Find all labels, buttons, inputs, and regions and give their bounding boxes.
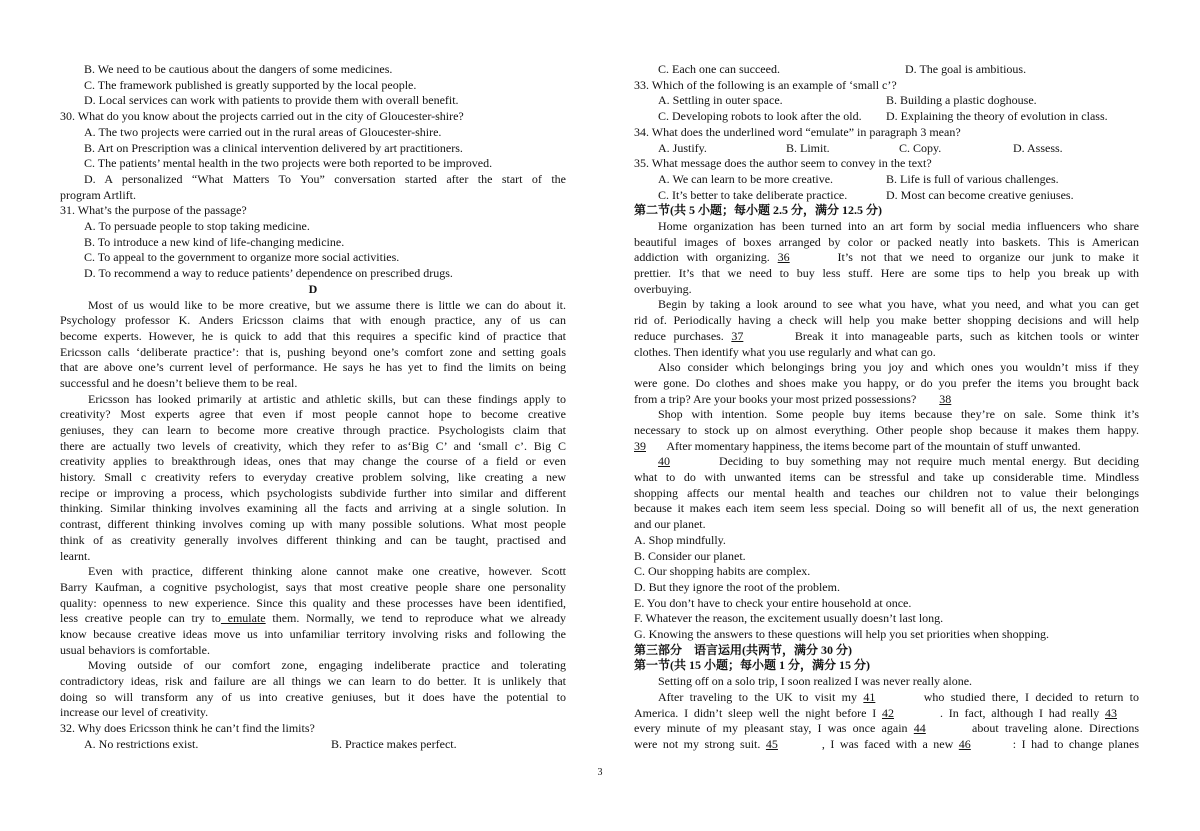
text-line: what to do with unwanted items can be stressful and take up considerable time. Mindless	[634, 470, 1139, 485]
passage-7-paragraph-1	[634, 219, 1139, 297]
text-line: Shop with intention. Some people buy items because they’re on sale. Some think it’s	[658, 407, 1139, 422]
q30-option-b: B. Art on Prescription was a clinical intervention delivered by art practitioners.	[84, 140, 463, 155]
text-line	[634, 706, 1139, 722]
text-line: Setting off on a solo trip, I soon realized I was never really alone.	[658, 674, 973, 689]
text-line: Most of us would like to be more creative, but we assume there is little we can do about it.	[88, 297, 566, 312]
q33-option-c: C. Developing robots to look after the old.	[658, 109, 862, 124]
text-line	[60, 611, 566, 627]
text-line: contradictory ideas, risk and failure are all things we can learn to do better. It is unlikely that	[60, 674, 566, 689]
text-line	[634, 439, 1139, 455]
passage-7-paragraph-3	[634, 360, 1139, 407]
text-span: . In fact, although I had really	[939, 705, 1100, 720]
page-number: 3	[597, 767, 603, 778]
q32-stem: 32. Why does Ericsson think he can’t find the limits?	[60, 721, 315, 736]
text-span: After momentary happiness, the items become part of the mountain of stuff unwanted.	[666, 438, 1081, 453]
text-line: overbuying.	[634, 281, 692, 296]
q32-options-row	[60, 737, 566, 753]
q33-option-b: B. Building a plastic doghouse.	[886, 93, 1037, 108]
text-line: because it makes each item seem less special. Doing so will benefit all of us, the next generation	[634, 501, 1139, 516]
text-line: recipe or improving a process, which psychologists subdivide further into similar and different	[60, 485, 566, 500]
text-line: Moving outside of our comfort zone, engaging indeliberate practice and tolerating	[88, 658, 566, 673]
text-line: know because creative ideas move us into unfamiliar territory involving risks and following the	[60, 627, 566, 641]
text-line	[634, 721, 1139, 737]
text-line: become experts. However, he is quick to add that this requires a specific kind of practice that	[60, 328, 566, 343]
text-line: Also consider which belongings bring you joy and which ones you wouldn’t miss if they	[658, 360, 1139, 375]
blank-43[interactable]: 43	[1105, 705, 1117, 720]
blank-41[interactable]: 41	[863, 689, 876, 704]
blank-38[interactable]: 38	[939, 391, 952, 406]
text-line	[634, 690, 1139, 706]
text-line: were gone. Do clothes and shoes make you happy, or do you prefer the items you brought back	[634, 375, 1139, 390]
blank-44[interactable]: 44	[913, 721, 926, 736]
text-span: It’s not that we need to organize our junk to make it	[837, 250, 1139, 265]
q31-stem: 31. What’s the purpose of the passage?	[60, 203, 247, 218]
q30-option-c: C. The patients’ mental health in the two projects were both reported to be improved.	[84, 156, 493, 171]
passage-7-paragraph-4	[634, 407, 1139, 454]
passage-7-paragraph-2	[634, 297, 1139, 360]
text-line: that are above one’s current level of performance. He says he has yet to find the limits on being	[60, 360, 566, 375]
text-line: learnt.	[60, 548, 91, 563]
paragraph-1	[60, 298, 566, 392]
text-line: Even with practice, different thinking alone cannot make one creative, however. Scott	[88, 564, 566, 579]
blank-37[interactable]: 37	[731, 328, 744, 343]
text-line: beautiful images of boxes arranged by color or packed neatly into baskets. This is American	[634, 234, 1139, 249]
text-line: usual behaviors is comfortable.	[60, 642, 210, 657]
q33-option-d: D. Explaining the theory of evolution in class.	[886, 109, 1108, 124]
text-span: about traveling alone. Directions	[972, 721, 1139, 736]
option-b: B. Consider our planet.	[634, 548, 746, 563]
text-line: history. Small c creativity refers to everyday creative problem solving, like creating a new	[60, 470, 566, 485]
text-line: doing so will transform any of us into creative geniuses, but it does have the potential to	[60, 689, 566, 704]
blank-39[interactable]: 39	[634, 438, 646, 453]
text-line: Ericsson has looked primarily at artistic and athletic skills, but can these findings apply to	[88, 391, 566, 406]
q33-stem: 33. Which of the following is an example of ‘small c’?	[634, 77, 897, 92]
text-line: contrast, different thinking involves coming up with many possible solutions. What most people	[60, 517, 566, 532]
q34-option-d: D. Assess.	[1013, 140, 1063, 155]
q34-options-row	[634, 141, 1139, 157]
text-line: Psychology professor K. Anders Ericsson claims that with enough practice, any of us can	[60, 313, 566, 328]
text-span: After traveling to the UK to visit my	[658, 689, 857, 704]
option-a: A. Shop mindfully.	[634, 532, 726, 547]
q35-option-d: D. Most can become creative geniuses.	[886, 187, 1074, 202]
passage-7-paragraph-5	[634, 454, 1139, 532]
q34-option-c: C. Copy.	[899, 140, 942, 155]
text-span: who studied there, I decided to return to	[923, 689, 1139, 704]
text-line: shopping affects our mental health and teaches our children not to value their belongings	[634, 485, 1139, 500]
section-1-heading: 第一节(共 15 小题；每小题 1 分，满分 15 分)	[634, 658, 870, 673]
text-line: rid of. Periodically having a check will help you make better shopping decisions and will help	[634, 313, 1139, 328]
q35-options-row-2	[634, 188, 1139, 204]
q34-stem: 34. What does the underlined word “emulate” in paragraph 3 mean?	[634, 124, 961, 139]
text-span: , I was faced with a new	[821, 736, 954, 751]
blank-36[interactable]: 36	[777, 250, 790, 265]
text-span: were not my strong suit.	[634, 736, 761, 751]
text-line: and our planet.	[634, 517, 706, 532]
q32-option-c: C. Each one can succeed.	[658, 62, 780, 76]
paragraph-3	[60, 564, 566, 658]
seven-choice-options	[634, 533, 1139, 643]
q31-option-b: B. To introduce a new kind of life-changing medicine.	[84, 234, 345, 249]
q29-option-b: B. We need to be cautious about the dangers of some medicines.	[84, 62, 393, 76]
q34-option-a: A. Justify.	[658, 140, 707, 155]
q31-option-a: A. To persuade people to stop taking medicine.	[84, 219, 310, 234]
passage-heading: D	[308, 281, 318, 296]
blank-45[interactable]: 45	[765, 736, 778, 751]
text-line	[634, 454, 1139, 470]
q32-option-b: B. Practice makes perfect.	[331, 736, 457, 751]
text-span: every minute of my pleasant stay, I was once again	[634, 721, 908, 736]
text-span: America. I didn’t sleep well the night before I	[634, 705, 877, 720]
paragraph-2	[60, 392, 566, 565]
q33-options-row-1	[634, 93, 1139, 109]
q35-option-b: B. Life is full of various challenges.	[886, 171, 1059, 186]
text-line: successful and he doesn’t believe them to be real.	[60, 375, 298, 390]
paragraph-4	[60, 658, 566, 721]
part-3-heading: 第三部分 语言运用(共两节，满分 30 分)	[634, 642, 852, 657]
q32-option-d: D. The goal is ambitious.	[905, 62, 1027, 76]
text-span: addiction with organizing.	[634, 250, 770, 265]
q32-options-row-2	[634, 62, 1139, 78]
text-line: increase our level of creativity.	[60, 705, 209, 720]
text-line: clothes. Then identify what you use regularly and what can go.	[634, 344, 936, 359]
q35-stem: 35. What message does the author seem to convey in the text?	[634, 156, 932, 171]
q35-option-c: C. It’s better to take deliberate practice.	[658, 187, 848, 202]
text-line: prettier. It’s that we need to buy less stuff. Here are some tips to help you break up with	[634, 266, 1139, 281]
text-line: geniuses, they can learn to become more creative through practice. Psychologists claim that	[60, 423, 566, 438]
text-line: thinking. Similar thinking involves examining all the facts and arriving at a single solution. In	[60, 501, 566, 516]
text-span: them. Normally, we tend to reproduce what we already	[265, 611, 566, 626]
q33-options-row-2	[634, 109, 1139, 125]
text-span: Deciding to buy something may not require much mental energy. But deciding	[718, 454, 1139, 469]
left-column	[60, 62, 566, 753]
q33-option-a: A. Settling in outer space.	[658, 93, 783, 108]
text-line	[634, 392, 1139, 408]
blank-40[interactable]: 40	[658, 454, 670, 469]
text-line: Barry Kaufman, a cognitive psychologist, says that most creative people share one personality	[60, 579, 566, 594]
option-f: F. Whatever the reason, the excitement usually doesn’t last long.	[634, 611, 944, 626]
q35-option-a: A. We can learn to be more creative.	[658, 171, 834, 186]
text-line: creativity applies to breakthrough ideas, ones that may change the course of a field or even	[60, 454, 566, 469]
q31-option-d: D. To recommend a way to reduce patients’ dependence on prescribed drugs.	[84, 266, 453, 281]
text-line	[634, 250, 1139, 266]
text-span: from a trip? Are your books your most prized possessions?	[634, 391, 917, 406]
text-line	[634, 737, 1139, 753]
option-e: E. You don’t have to check your entire household at once.	[634, 595, 912, 610]
text-line: creativity? Most experts agree that even if most people cannot hope to become creative	[60, 407, 566, 422]
text-span: Break it into manageable parts, such as kitchen tools or winter	[794, 328, 1139, 343]
text-line: think of as creativity generally involves different thinking and can be taught, practised and	[60, 532, 566, 547]
q32-option-a: A. No restrictions exist.	[84, 736, 199, 751]
text-line: Home organization has been turned into an art form by social media influencers who share	[658, 219, 1139, 234]
cloze-passage	[634, 674, 1139, 752]
underlined-word-emulate: emulate	[220, 611, 266, 626]
text-line: there are actually two levels of creativity, which they refer to as‘Big C’ and ‘small c’. Big C	[60, 438, 566, 453]
option-g: G. Knowing the answers to these questions will help you set priorities when shopping.	[634, 627, 1049, 642]
text-span: reduce purchases.	[634, 328, 724, 343]
q30-option-a: A. The two projects were carried out in the rural areas of Gloucester-shire.	[84, 124, 442, 139]
q30-option-d: D. A personalized “What Matters To You” conversation started after the start of the	[84, 171, 566, 186]
q29-option-c: C. The framework published is greatly supported by the local people.	[84, 77, 417, 92]
section-2-heading: 第二节(共 5 小题；每小题 2.5 分，满分 12.5 分)	[634, 203, 882, 218]
right-column	[634, 62, 1139, 753]
blank-46[interactable]: 46	[958, 736, 971, 751]
q30-stem: 30. What do you know about the projects carried out in the city of Gloucester-shire?	[60, 109, 464, 124]
text-line: quality: openness to new experience. Since this quality and these processes have been identified,	[60, 595, 566, 610]
text-line: Ericsson calls ‘deliberate practice’: that is, pushing beyond one’s comfort zone and setting goals	[60, 344, 566, 359]
q30-option-d-cont: program Artlift.	[60, 187, 136, 202]
text-line: necessary to stock up on almost everything. Other people shop because it makes them happy.	[634, 423, 1139, 438]
text-line	[634, 329, 1139, 345]
q31-option-c: C. To appeal to the government to organize more social activities.	[84, 250, 400, 265]
q34-option-b: B. Limit.	[786, 140, 830, 155]
option-c: C. Our shopping habits are complex.	[634, 564, 811, 579]
q29-option-d: D. Local services can work with patients to provide them with overall benefit.	[84, 93, 459, 108]
q35-options-row-1	[634, 172, 1139, 188]
text-span: : I had to change planes	[1012, 736, 1139, 751]
text-span: less creative people can try to	[60, 611, 221, 626]
option-d: D. But they ignore the root of the problem.	[634, 579, 840, 594]
text-line: Begin by taking a look around to see what you have, what you need, and what you can get	[658, 297, 1139, 312]
blank-42[interactable]: 42	[881, 705, 894, 720]
